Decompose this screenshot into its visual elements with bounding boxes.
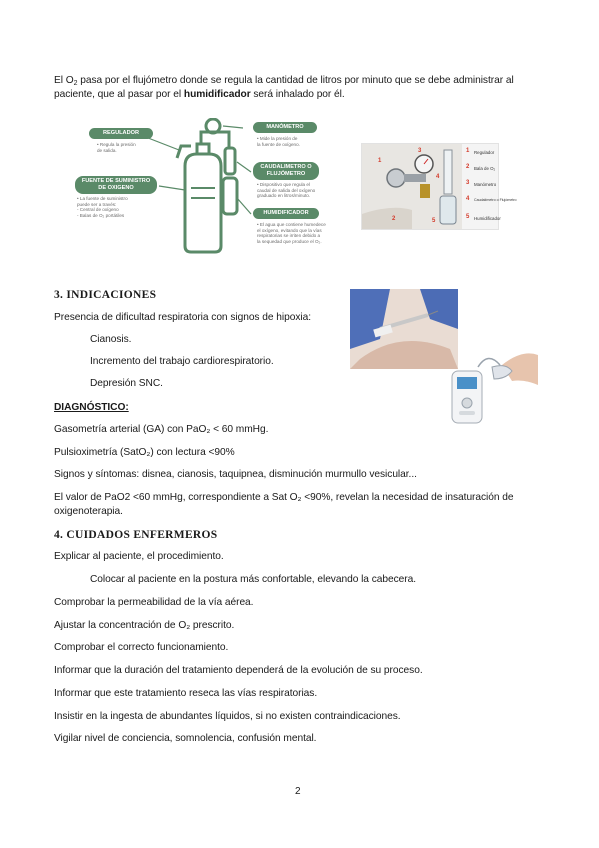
section-3-heading: 3. INDICACIONES bbox=[54, 289, 157, 301]
manometro-desc: • Mide la presión de la fuente de oxígeno. bbox=[257, 136, 300, 147]
photo-marker-1: 1 bbox=[378, 158, 382, 164]
pulse-oximeter-image bbox=[448, 345, 538, 433]
intro-line-2: paciente, que al pasar por el humidificador será inhalado por él. bbox=[54, 89, 345, 100]
label-fuente-suministro: FUENTE DE SUMINISTRO DE OXIGENO bbox=[75, 176, 157, 194]
page-number: 2 bbox=[295, 786, 301, 797]
section-4-heading: 4. CUIDADOS ENFERMEROS bbox=[54, 529, 218, 541]
cuidado-item-5: Comprobar el correcto funcionamiento. bbox=[54, 642, 229, 653]
photo-marker-5: 5 bbox=[432, 218, 436, 224]
indicacion-item-3: Depresión SNC. bbox=[90, 378, 163, 389]
regulador-desc: • Regula la presión de salida. bbox=[97, 142, 136, 153]
cuidado-item-3: Comprobar la permeabilidad de la vía aérea. bbox=[54, 597, 254, 608]
intro-line-1: El $O_2$ pasa por el flujómetro donde se regula la cantidad de litros por minuto que se debe administrar al bbox=[54, 75, 514, 87]
oxygen-equipment-diagram bbox=[73, 118, 359, 258]
photo-marker-4: 4 bbox=[436, 174, 440, 180]
caudalimetro-desc: • Dispositivo que regula el caudal de salida del oxígeno graduado en litros/minuto. bbox=[257, 182, 316, 199]
label-regulador: REGULADOR bbox=[89, 128, 153, 139]
indicaciones-intro: Presencia de dificultad respiratoria con signos de hipoxia: bbox=[54, 312, 311, 323]
fuente-desc: • La fuente de suministro puede ser a través: - Central de oxígeno - Balas de O₂ portátiles bbox=[77, 196, 128, 218]
arterial-puncture-image bbox=[350, 289, 458, 369]
label-caudalimetro: CAUDALIMETRO O FLUJÓMETRO bbox=[253, 162, 319, 180]
cuidado-item-4: Ajustar la concentración de O₂ prescrito. bbox=[54, 620, 235, 631]
cuidado-item-8: Insistir en la ingesta de abundantes líquidos, si no existen contraindicaciones. bbox=[54, 711, 401, 722]
cuidado-item-1: Explicar al paciente, el procedimiento. bbox=[54, 551, 224, 562]
pulse-oximeter-photo bbox=[448, 345, 538, 433]
humidificador-desc: • El agua que contiene humedece el oxígeno, evitando que la vías respiratorias se irriten debido a la sequedad que produce el O₂. bbox=[257, 222, 326, 244]
diagnostico-title: DIAGNÓSTICO: bbox=[54, 402, 129, 413]
cuidado-item-6: Informar que la duración del tratamiento dependerá de la evolución de su proceso. bbox=[54, 665, 423, 676]
pulsioximetria-line: Pulsioximetría (SatO₂) con lectura <90% bbox=[54, 447, 235, 458]
label-manometro: MANÓMETRO bbox=[253, 122, 317, 133]
arterial-puncture-photo bbox=[350, 289, 458, 369]
indicacion-item-2: Incremento del trabajo cardiorespiratorio. bbox=[90, 356, 274, 367]
cuidado-item-7: Informar que este tratamiento reseca las vías respiratorias. bbox=[54, 688, 318, 699]
label-humidificador: HUMIDIFICADOR bbox=[253, 208, 319, 219]
cuidado-item-9: Vigilar nivel de conciencia, somnolencia, confusión mental. bbox=[54, 733, 317, 744]
indicacion-item-1: Cianosis. bbox=[90, 334, 132, 345]
valor-line-1: El valor de PaO2 <60 mmHg, correspondiente a Sat O₂ <90%, revelan la necesidad de insaturación de bbox=[54, 492, 514, 503]
cuidado-item-2: Colocar al paciente en la postura más confortable, elevando la cabecera. bbox=[90, 574, 416, 585]
regulator-photo: 1 2 3 4 5 1 Regulador 2 Bala de O₂ 3 Manómetro 4 Caudalímetro o Flujómetro 5 Humidificador bbox=[361, 143, 499, 230]
photo-marker-2: 2 bbox=[392, 216, 396, 222]
signos-line: Signos y síntomas: disnea, cianosis, taquipnea, disminución murmullo vesicular... bbox=[54, 469, 417, 480]
photo-marker-3: 3 bbox=[418, 148, 422, 154]
gasometria-line: Gasometría arterial (GA) con PaO₂ < 60 mmHg. bbox=[54, 424, 269, 435]
valor-line-2: oxigenoterapia. bbox=[54, 506, 123, 517]
